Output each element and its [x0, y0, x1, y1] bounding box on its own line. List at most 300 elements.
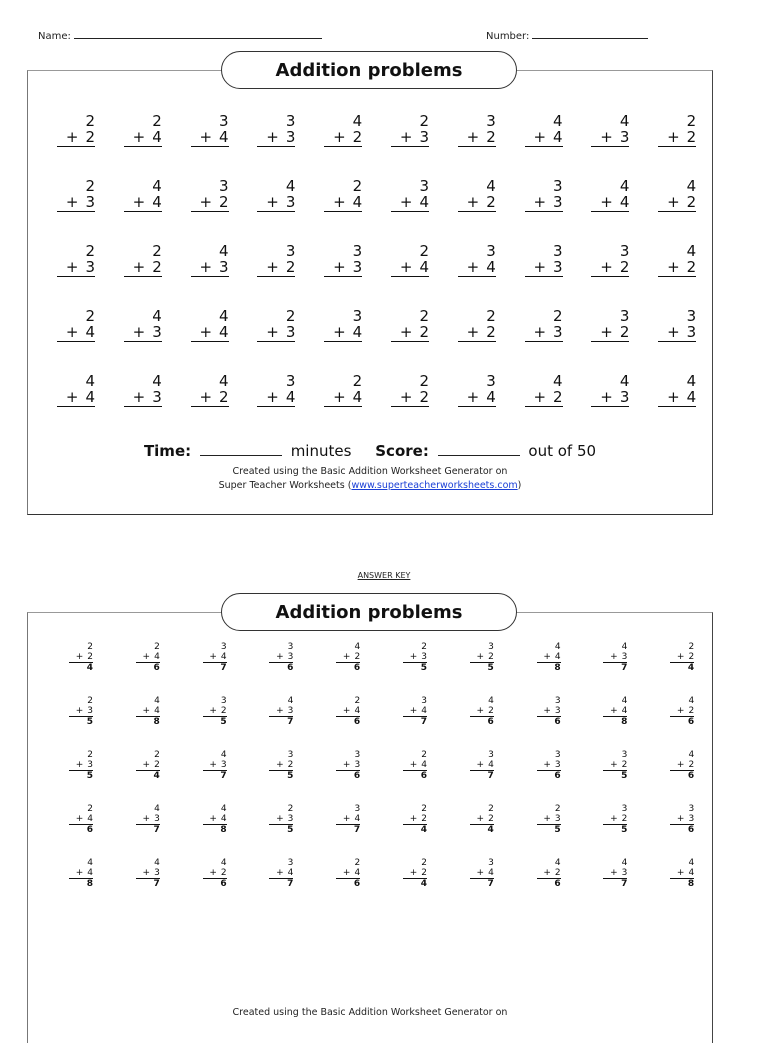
problem-bottom-number: 4 [486, 258, 496, 276]
problem-bottom-number: 2 [419, 323, 429, 341]
answer-top-number: 2 [154, 642, 160, 652]
problem-top-number: 2 [352, 372, 363, 390]
problem-cell [391, 308, 429, 342]
plus-sign: + [65, 323, 79, 341]
answer-top-number: 4 [488, 696, 494, 706]
score-blank[interactable] [438, 443, 520, 456]
plus-sign: + [667, 258, 680, 276]
plus-sign: + [399, 128, 413, 146]
answer-cell [603, 750, 627, 781]
plus-sign: + [533, 323, 547, 341]
problem-bottom-number: 2 [486, 193, 496, 211]
problem-bottom-row [57, 259, 95, 277]
answer-sum: 4 [86, 663, 93, 673]
answer-top-number: 3 [421, 696, 427, 706]
problem-cell [191, 373, 229, 407]
answer-bottom-row [336, 868, 360, 879]
problem-bottom-number: 2 [619, 323, 630, 341]
problem-bottom-row [525, 129, 563, 147]
answer-sum: 5 [554, 825, 561, 835]
answer-bottom-number: 3 [554, 706, 561, 716]
plus-sign: + [266, 388, 279, 406]
answer-cell [336, 642, 360, 673]
answer-sum: 4 [153, 771, 160, 781]
answer-sum: 6 [86, 825, 93, 835]
plus-sign: + [342, 652, 351, 662]
problem-top-number: 3 [553, 242, 563, 260]
answer-sum: 4 [687, 663, 695, 673]
plus-sign: + [342, 814, 351, 824]
plus-sign: + [199, 323, 213, 341]
problem-top-number: 3 [285, 372, 296, 390]
plus-sign: + [65, 193, 79, 211]
problem-bottom-row [591, 324, 629, 342]
problem-cell [525, 113, 563, 147]
answer-bottom-row [470, 760, 494, 771]
answer-bottom-number: 3 [554, 814, 561, 824]
answer-cell [603, 696, 627, 727]
problem-bottom-number: 3 [352, 258, 363, 276]
answer-bottom-row [470, 868, 494, 879]
problem-cell [124, 178, 162, 212]
answer-cell [203, 804, 227, 835]
credit-text [28, 465, 712, 493]
problem-bottom-number: 3 [285, 323, 296, 341]
problem-bottom-number: 4 [219, 128, 229, 146]
answer-sum: 6 [353, 879, 361, 889]
problem-bottom-number: 3 [152, 388, 162, 406]
answer-bottom-number: 2 [220, 706, 227, 716]
answer-cell [336, 858, 360, 889]
answer-bottom-row [470, 814, 494, 825]
plus-sign: + [476, 814, 485, 824]
problem-bottom-row [458, 324, 496, 342]
answer-cell [136, 642, 160, 673]
answer-top-number: 2 [354, 696, 361, 706]
problem-cell [525, 373, 563, 407]
answer-sum: 7 [420, 717, 427, 727]
answer-cell [470, 804, 494, 835]
plus-sign: + [132, 193, 146, 211]
plus-sign: + [543, 706, 551, 716]
problem-top-number: 4 [219, 372, 229, 390]
problem-bottom-row [124, 324, 162, 342]
plus-sign: + [610, 868, 618, 878]
answer-bottom-row [670, 868, 694, 879]
problem-bottom-row [191, 389, 229, 407]
name-blank[interactable] [74, 28, 322, 39]
problem-top-number: 4 [152, 307, 162, 325]
answer-sum: 7 [220, 771, 227, 781]
plus-sign: + [466, 128, 480, 146]
plus-sign: + [142, 814, 151, 824]
problem-cell [458, 373, 496, 407]
answer-bottom-row [537, 760, 561, 771]
answer-cell [269, 858, 293, 889]
problem-bottom-row [525, 194, 563, 212]
plus-sign: + [676, 868, 685, 878]
answer-sum: 5 [621, 771, 628, 781]
problem-bottom-number: 3 [152, 323, 162, 341]
problem-top-number: 4 [686, 242, 697, 260]
answer-cell [603, 804, 627, 835]
plus-sign: + [409, 760, 418, 770]
answer-bottom-number: 4 [488, 868, 494, 878]
plus-sign: + [65, 258, 79, 276]
problem-bottom-row [57, 324, 95, 342]
answer-bottom-row [670, 706, 694, 717]
answer-bottom-row [403, 760, 427, 771]
problem-top-number: 3 [619, 242, 630, 260]
problem-top-number: 2 [85, 177, 95, 195]
problem-bottom-row [391, 129, 429, 147]
problem-top-number: 3 [486, 372, 496, 390]
answer-sum: 5 [220, 717, 227, 727]
plus-sign: + [333, 128, 346, 146]
problem-bottom-number: 4 [553, 128, 563, 146]
problem-top-number: 4 [352, 112, 363, 130]
credit-prefix: Super Teacher Worksheets ( [218, 480, 352, 491]
answer-bottom-number: 2 [688, 706, 695, 716]
problem-bottom-row [458, 389, 496, 407]
plus-sign: + [333, 193, 346, 211]
problem-bottom-row [591, 129, 629, 147]
answer-cell [537, 750, 561, 781]
answer-top-number: 4 [154, 696, 160, 706]
answer-sum: 6 [687, 825, 695, 835]
minutes-label: minutes [290, 442, 352, 460]
plus-sign: + [466, 323, 480, 341]
plus-sign: + [266, 193, 279, 211]
problem-bottom-row [191, 194, 229, 212]
answer-bottom-number: 3 [621, 868, 628, 878]
problem-bottom-row [591, 389, 629, 407]
answer-cell [403, 696, 427, 727]
problem-top-number: 4 [686, 177, 697, 195]
plus-sign: + [276, 868, 284, 878]
answer-top-number: 4 [688, 696, 695, 706]
problem-bottom-number: 3 [285, 193, 296, 211]
answer-cell [336, 750, 360, 781]
problem-cell [257, 113, 295, 147]
problem-top-number: 2 [419, 112, 429, 130]
plus-sign: + [676, 814, 685, 824]
problem-bottom-row [124, 129, 162, 147]
problem-top-number: 4 [686, 372, 697, 390]
answer-cell [670, 858, 694, 889]
plus-sign: + [266, 258, 279, 276]
problem-top-number: 3 [486, 242, 496, 260]
answer-cell [470, 642, 494, 673]
name-field[interactable] [38, 28, 322, 42]
answer-bottom-row [403, 652, 427, 663]
problem-bottom-number: 3 [553, 193, 563, 211]
problem-cell [57, 113, 95, 147]
answer-top-number: 4 [354, 642, 361, 652]
problem-bottom-row [391, 194, 429, 212]
answer-bottom-row [670, 760, 694, 771]
problem-top-number: 4 [85, 372, 95, 390]
problem-cell [324, 373, 362, 407]
problem-top-number: 2 [419, 242, 429, 260]
answer-cell [269, 642, 293, 673]
score-label: Score: [375, 442, 429, 460]
plus-sign: + [142, 760, 151, 770]
answer-top-number: 4 [154, 804, 160, 814]
answer-cell [69, 858, 93, 889]
answer-sum: 8 [554, 663, 561, 673]
answer-top-number: 3 [220, 696, 227, 706]
plus-sign: + [466, 258, 480, 276]
answer-cell [603, 642, 627, 673]
answer-sum: 6 [554, 771, 561, 781]
plus-sign: + [276, 652, 284, 662]
plus-sign: + [75, 652, 84, 662]
problem-bottom-number: 4 [619, 193, 630, 211]
answer-bottom-row [603, 814, 627, 825]
problem-bottom-number: 2 [553, 388, 563, 406]
answer-sum: 5 [487, 663, 494, 673]
plus-sign: + [476, 760, 485, 770]
plus-sign: + [399, 258, 413, 276]
answer-bottom-row [403, 814, 427, 825]
answer-sum: 6 [554, 879, 561, 889]
number-field[interactable] [486, 28, 648, 42]
answer-sum: 5 [86, 717, 93, 727]
problem-bottom-row [257, 389, 295, 407]
problem-top-number: 4 [553, 372, 563, 390]
problem-bottom-number: 4 [419, 193, 429, 211]
plus-sign: + [399, 388, 413, 406]
plus-sign: + [667, 128, 680, 146]
answer-bottom-number: 2 [154, 760, 160, 770]
answer-top-number: 3 [554, 750, 561, 760]
problem-cell [257, 243, 295, 277]
answer-cell [537, 696, 561, 727]
answer-cell [269, 804, 293, 835]
problem-top-number: 4 [152, 372, 162, 390]
plus-sign: + [276, 760, 284, 770]
number-blank[interactable] [532, 28, 648, 39]
answer-cell [537, 642, 561, 673]
answer-bottom-number: 4 [87, 814, 93, 824]
answer-bottom-number: 4 [554, 652, 561, 662]
plus-sign: + [209, 706, 217, 716]
answer-bottom-row [537, 868, 561, 879]
plus-sign: + [333, 258, 346, 276]
answer-bottom-row [136, 706, 160, 717]
answer-cell [269, 696, 293, 727]
plus-sign: + [132, 388, 146, 406]
problem-bottom-row [658, 194, 696, 212]
answer-bottom-number: 4 [220, 814, 227, 824]
plus-sign: + [600, 128, 613, 146]
answer-cell [470, 750, 494, 781]
problem-top-number: 2 [152, 242, 162, 260]
answer-top-number: 4 [154, 858, 160, 868]
problem-cell [391, 113, 429, 147]
answer-cell [537, 858, 561, 889]
plus-sign: + [533, 388, 547, 406]
plus-sign: + [342, 706, 351, 716]
problem-bottom-row [658, 129, 696, 147]
plus-sign: + [75, 814, 84, 824]
problem-bottom-row [124, 194, 162, 212]
answer-cell [670, 642, 694, 673]
problem-top-number: 4 [553, 112, 563, 130]
problem-bottom-number: 3 [619, 128, 630, 146]
problem-cell [191, 178, 229, 212]
problem-cell [391, 178, 429, 212]
answer-bottom-row [269, 814, 293, 825]
plus-sign: + [600, 388, 613, 406]
answer-sum: 5 [621, 825, 628, 835]
plus-sign: + [409, 868, 418, 878]
problem-bottom-number: 3 [553, 323, 563, 341]
problem-top-number: 4 [619, 112, 630, 130]
answer-bottom-number: 2 [220, 868, 227, 878]
answer-cell [203, 858, 227, 889]
problem-cell [191, 113, 229, 147]
number-label: Number: [486, 31, 530, 42]
problem-bottom-row [57, 194, 95, 212]
problem-top-number: 2 [419, 372, 429, 390]
answer-bottom-row [336, 706, 360, 717]
answer-bottom-number: 4 [421, 760, 427, 770]
time-blank[interactable] [200, 443, 282, 456]
answer-top-number: 2 [421, 858, 427, 868]
problem-bottom-number: 3 [285, 128, 296, 146]
problem-cell [324, 308, 362, 342]
answer-bottom-number: 4 [287, 868, 294, 878]
plus-sign: + [132, 258, 146, 276]
problem-top-number: 2 [85, 242, 95, 260]
answer-sum: 7 [287, 717, 294, 727]
answer-bottom-number: 3 [554, 760, 561, 770]
answer-top-number: 2 [154, 750, 160, 760]
problem-cell [391, 243, 429, 277]
problem-top-number: 4 [152, 177, 162, 195]
problem-cell [591, 113, 629, 147]
plus-sign: + [667, 323, 680, 341]
answer-sum: 7 [220, 663, 227, 673]
answer-bottom-number: 2 [621, 760, 628, 770]
answer-bottom-number: 3 [87, 706, 93, 716]
answer-bottom-row [336, 814, 360, 825]
problem-cell [591, 243, 629, 277]
answer-top-number: 3 [688, 804, 695, 814]
plus-sign: + [266, 323, 279, 341]
answer-sum: 7 [153, 825, 160, 835]
problem-top-number: 3 [352, 307, 363, 325]
answer-top-number: 3 [287, 642, 294, 652]
answer-bottom-number: 3 [354, 760, 361, 770]
problem-top-number: 2 [686, 112, 697, 130]
worksheet-panel [27, 59, 713, 515]
answer-top-number: 4 [287, 696, 294, 706]
plus-sign: + [600, 258, 613, 276]
answer-top-number: 2 [488, 804, 494, 814]
answer-cell [69, 750, 93, 781]
credit-suffix: ) [517, 480, 522, 491]
problem-top-number: 2 [285, 307, 296, 325]
plus-sign: + [142, 706, 151, 716]
answer-sum: 4 [420, 879, 427, 889]
problem-top-number: 2 [152, 112, 162, 130]
answer-top-number: 3 [287, 750, 294, 760]
answer-top-number: 2 [87, 696, 93, 706]
plus-sign: + [476, 868, 485, 878]
problem-bottom-number: 3 [553, 258, 563, 276]
problem-bottom-row [458, 259, 496, 277]
answer-bottom-number: 4 [220, 652, 227, 662]
answer-bottom-number: 3 [287, 814, 294, 824]
answer-top-number: 4 [220, 804, 227, 814]
answer-cell [403, 804, 427, 835]
answer-sum: 6 [487, 717, 494, 727]
problem-bottom-row [257, 129, 295, 147]
answer-cell [470, 858, 494, 889]
answer-top-number: 3 [220, 642, 227, 652]
problem-bottom-number: 3 [85, 193, 95, 211]
problem-cell [257, 373, 295, 407]
problem-bottom-row [124, 259, 162, 277]
answer-cell [69, 804, 93, 835]
problem-top-number: 3 [219, 177, 229, 195]
answer-bottom-row [470, 652, 494, 663]
answer-top-number: 2 [354, 858, 361, 868]
answer-sum: 7 [487, 771, 494, 781]
answer-cell [203, 696, 227, 727]
answer-key-credit-line-1: Created using the Basic Addition Worksheet Generator on [232, 1007, 508, 1018]
answer-top-number: 4 [87, 858, 93, 868]
answer-bottom-number: 2 [488, 652, 494, 662]
answer-sum: 7 [287, 879, 294, 889]
answer-top-number: 4 [621, 642, 628, 652]
credit-link[interactable]: www.superteacherworksheets.com [351, 480, 518, 491]
problem-bottom-number: 2 [619, 258, 630, 276]
answer-bottom-row [603, 868, 627, 879]
answer-bottom-row [537, 652, 561, 663]
answer-sum: 4 [420, 825, 427, 835]
plus-sign: + [65, 388, 79, 406]
problem-bottom-row [391, 389, 429, 407]
answer-cell [136, 750, 160, 781]
answer-top-number: 3 [554, 696, 561, 706]
problem-bottom-row [658, 324, 696, 342]
time-label: Time: [143, 442, 192, 460]
plus-sign: + [676, 706, 685, 716]
problem-top-number: 2 [85, 307, 95, 325]
problem-cell [257, 308, 295, 342]
problem-top-number: 3 [619, 307, 630, 325]
problem-cell [591, 308, 629, 342]
problem-cell [458, 113, 496, 147]
problem-bottom-row [591, 259, 629, 277]
answer-top-number: 4 [688, 858, 695, 868]
answer-sum: 5 [287, 825, 294, 835]
answer-bottom-number: 4 [354, 814, 361, 824]
answer-bottom-number: 2 [688, 760, 695, 770]
plus-sign: + [199, 128, 213, 146]
answer-bottom-row [69, 706, 93, 717]
answer-bottom-number: 2 [421, 814, 427, 824]
answer-bottom-number: 3 [287, 706, 294, 716]
plus-sign: + [543, 814, 551, 824]
problem-cell [525, 243, 563, 277]
problem-cell [658, 113, 696, 147]
plus-sign: + [209, 760, 217, 770]
